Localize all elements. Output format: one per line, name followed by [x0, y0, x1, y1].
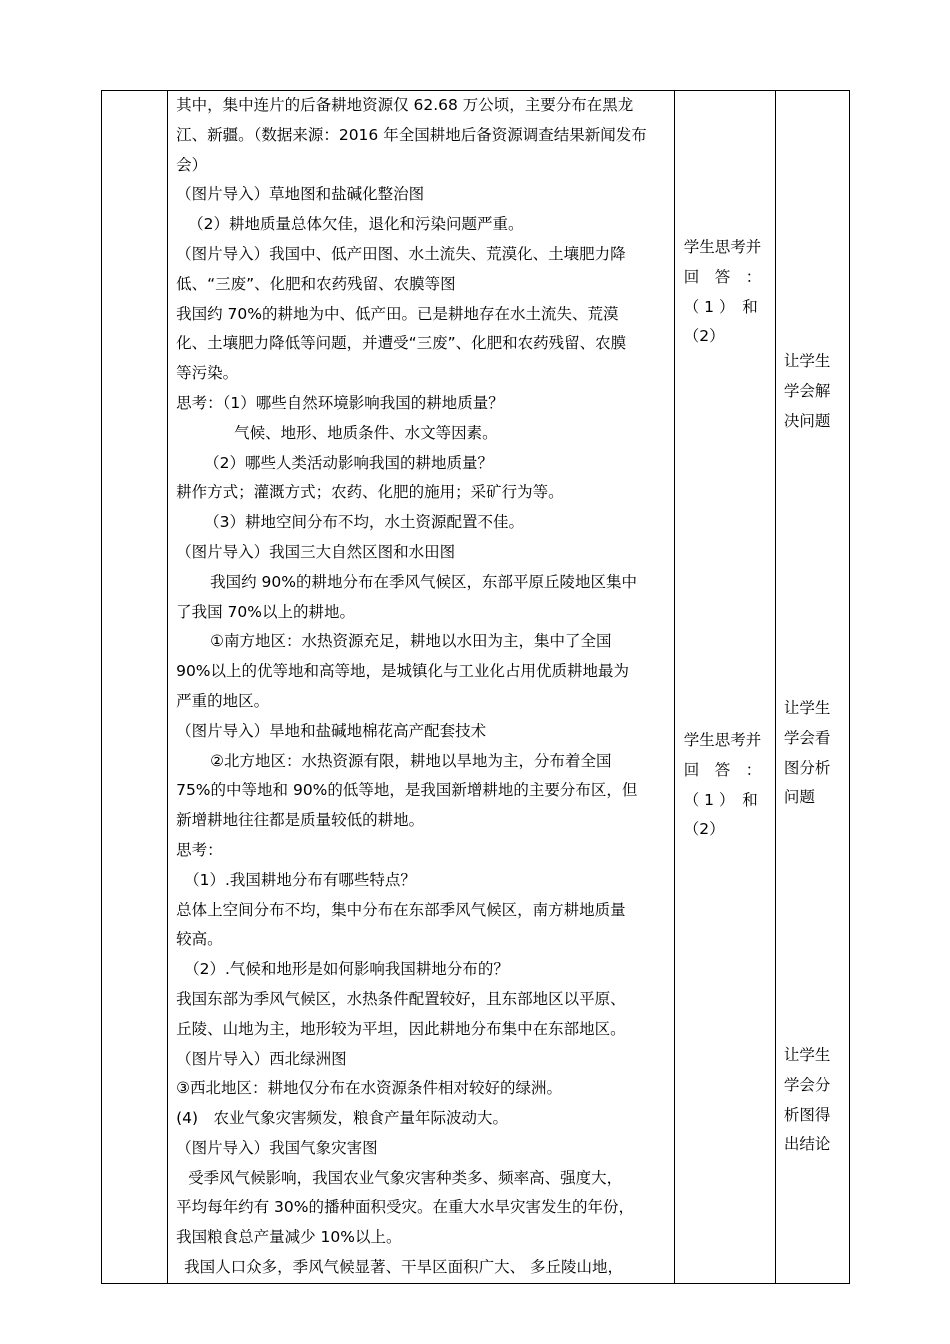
- teaching-content-cell: [168, 91, 675, 1284]
- content-line: （图片导入）旱地和盐碱地棉花高产配套技术: [176, 721, 487, 740]
- student-activity-cell: [674, 91, 775, 1284]
- activity-line: 回 答 ：: [683, 267, 762, 286]
- content-line: 丘陵、山地为主，地形较为平坦，因此耕地分布集中在东部地区。: [176, 1019, 626, 1038]
- content-line: （2）.气候和地形是如何影响我国耕地分布的？: [184, 960, 509, 979]
- content-line: (4) 农业气象灾害频发，粮食产量年际波动大。: [176, 1109, 509, 1128]
- content-line: ③西北地区：耕地仅分布在水资源条件相对较好的绿洲。: [176, 1079, 562, 1098]
- activity-line: 回 答 ：: [683, 760, 762, 779]
- design-intent-block: [784, 694, 846, 813]
- content-line: 我国约 70%的耕地为中、低产田。已是耕地存在水土流失、荒漠: [176, 304, 619, 323]
- intent-line: 让学生: [783, 1046, 831, 1064]
- content-line: 低、“三废”、化肥和农药残留、农膜等图: [176, 274, 456, 293]
- design-intent-block: [784, 347, 846, 436]
- activity-line: 学生思考并: [683, 238, 762, 256]
- intent-line: 让学生: [783, 352, 831, 370]
- content-line: 90%以上的优等地和高等地，是城镇化与工业化占用优质耕地最为: [176, 662, 630, 681]
- content-line: （2）哪些人类活动影响我国的耕地质量？: [204, 453, 493, 472]
- content-line: 受季风气候影响，我国农业气象灾害种类多、频率高、强度大，: [188, 1168, 623, 1187]
- content-line: 耕作方式；灌溉方式；农药、化肥的施用；采矿行为等。: [176, 483, 564, 502]
- intent-line: 出结论: [783, 1135, 831, 1154]
- activity-line: （ 1 ） 和: [683, 790, 758, 809]
- content-line: （图片导入）我国气象灾害图: [176, 1138, 378, 1157]
- intent-line: 图分析: [783, 758, 831, 777]
- content-line: （2）耕地质量总体欠佳，退化和污染问题严重。: [188, 215, 524, 234]
- content-line: 我国人口众多，季风气候显著、干旱区面积广大、 多丘陵山地，: [184, 1258, 624, 1277]
- content-line: 75%的中等地和 90%的低等地，是我国新增耕地的主要分布区，但: [176, 781, 638, 800]
- teaching-content: [168, 91, 674, 1283]
- content-line: 气候、地形、地质条件、水文等因素。: [234, 423, 498, 442]
- content-line: 等污染。: [176, 364, 239, 383]
- content-line: 其中，集中连片的后备耕地资源仅 62.68 万公顷，主要分布在黑龙: [176, 96, 634, 114]
- content-line: 了我国 70%以上的耕地。: [176, 602, 355, 621]
- intent-line: 学会分: [783, 1075, 831, 1094]
- lesson-plan-table: [101, 90, 850, 1284]
- intent-line: 问题: [783, 788, 815, 807]
- content-line: 我国粮食总产量减少 10%以上。: [176, 1228, 402, 1247]
- activity-line: 学生思考并: [683, 731, 762, 749]
- activity-line: （2）: [683, 327, 725, 346]
- student-activity-block: [684, 726, 774, 845]
- content-line: 我国约 90%的耕地分布在季风气候区，东部平原丘陵地区集中: [210, 572, 637, 591]
- content-line: 较高。: [176, 930, 223, 949]
- content-line: （图片导入）西北绿洲图: [176, 1049, 347, 1068]
- content-line: ②北方地区：水热资源有限，耕地以旱地为主，分布着全国: [210, 751, 612, 770]
- intent-line: 析图得: [783, 1105, 831, 1124]
- design-intent-block: [784, 1041, 846, 1160]
- content-line: （图片导入）草地图和盐碱化整治图: [176, 185, 425, 204]
- content-line: 新增耕地往往都是质量较低的耕地。: [176, 811, 425, 830]
- content-line: ①南方地区：水热资源充足，耕地以水田为主，集中了全国: [210, 632, 612, 651]
- content-line: 思考：: [176, 840, 223, 859]
- content-line: （图片导入）我国中、低产田图、水土流失、荒漠化、土壤肥力降: [176, 244, 626, 263]
- content-line: 会）: [176, 155, 208, 174]
- intent-line: 决问题: [783, 411, 831, 430]
- content-line: 我国东部为季风气候区，水热条件配置较好，且东部地区以平原、: [176, 989, 626, 1008]
- content-line: 平均每年约有 30%的播种面积受灾。在重大水旱灾害发生的年份，: [176, 1198, 634, 1217]
- student-activity-block: [684, 233, 774, 352]
- activity-line: （2）: [683, 820, 725, 839]
- content-line: 思考：（1）哪些自然环境影响我国的耕地质量？: [176, 393, 504, 412]
- design-intent-cell: [775, 91, 849, 1284]
- content-line: 江、新疆。（数据来源：2016 年全国耕地后备资源调查结果新闻发布: [176, 125, 647, 144]
- table-row: [102, 91, 850, 1284]
- content-line: 化、土壤肥力降低等问题，并遭受“三废”、化肥和农药残留、农膜: [176, 334, 627, 353]
- content-line: 严重的地区。: [176, 691, 270, 710]
- blank-column: [102, 91, 168, 1284]
- activity-line: （ 1 ） 和: [683, 297, 758, 316]
- intent-line: 学会看: [783, 728, 831, 747]
- content-line: 总体上空间分布不均，集中分布在东部季风气候区，南方耕地质量: [176, 900, 626, 919]
- content-line: （1）.我国耕地分布有哪些特点？: [184, 870, 416, 889]
- content-line: （3）耕地空间分布不均，水土资源配置不佳。: [204, 513, 524, 532]
- intent-line: 让学生: [783, 699, 831, 717]
- content-line: （图片导入）我国三大自然区图和水田图: [176, 542, 456, 561]
- intent-line: 学会解: [783, 381, 831, 400]
